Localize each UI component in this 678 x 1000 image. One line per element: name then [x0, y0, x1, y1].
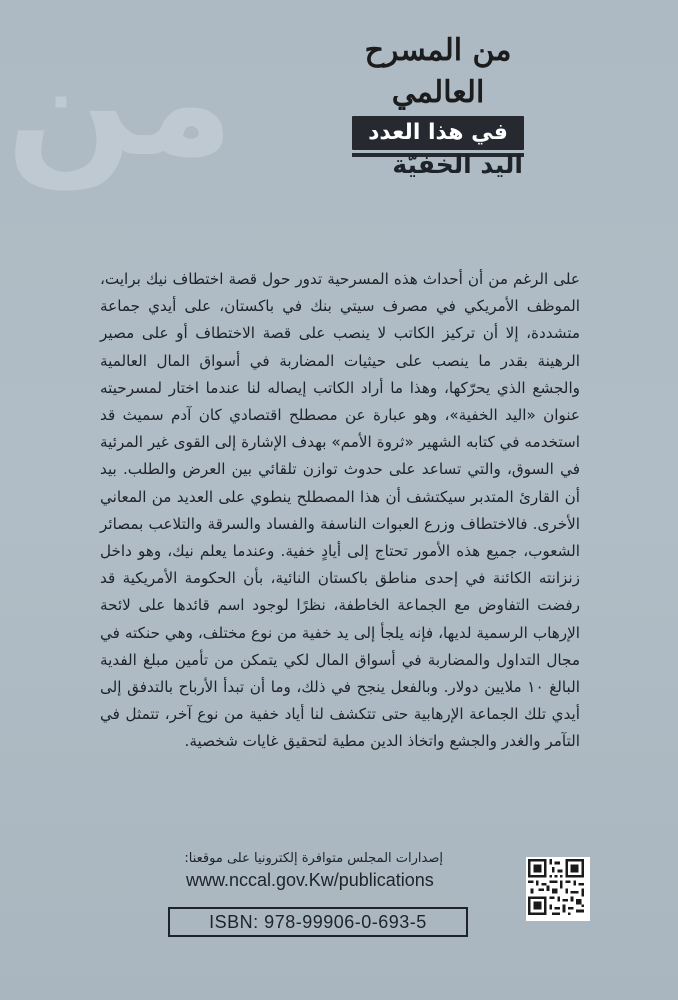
qr-code-icon[interactable] — [526, 857, 590, 921]
play-title: اليد الخفيّة — [392, 150, 523, 179]
isbn-box — [168, 907, 468, 937]
watermark-text: من — [6, 16, 234, 190]
publications-url[interactable]: www.nccal.gov.Kw/publications — [186, 870, 434, 890]
series-name: من المسرح العالمي — [364, 33, 512, 110]
isbn-text: ISBN: 978-99906-0-693-5 — [209, 911, 427, 932]
series-masthead — [348, 30, 528, 157]
publications-note: إصدارات المجلس متوافرة إلكترونيا على موقعنا: — [184, 851, 443, 866]
issue-banner: في هذا العدد — [352, 116, 524, 150]
synopsis-text: على الرغم من أن أحداث هذه المسرحية تدور حول قصة اختطاف نيك برايت، الموظف الأمريكي في مصرف سيتي بنك في باكستان، على أيدي جماعة متشددة، إلا أن تركيز الكاتب لا ينصب على قصة الاختطاف أو على مصير الرهينة بقدر ما ينصب على حيثيات المضاربة في أسواق المال العالمية والجشع الذي يحرّكها، وهذا ما أراد الكاتب إيصاله لنا عندما اختار لمسرحيته عنوان «اليد الخفية»، وهو عبارة عن مصطلح اقتصادي كان آدم سميث قد استخدمه في كتابه الشهير «ثروة الأمم» بهدف الإشارة إلى القوى غير المرئية في السوق، والتي تساعد على حدوث توازن تلقائي بين العرض والطلب. بيد أن القارئ المتدبر سيكتشف أن هذا المصطلح ينطوي على العديد من المعاني الأخرى. فالاختطاف وزرع العبوات الناسفة والفساد والسرقة والتلاعب بمصائر الشعوب، جميع هذه الأمور تحتاج إلى أيادٍ خفية. وعندما يعلم نيك، وهو داخل زنزانته الكائنة في إحدى مناطق باكستان النائية، بأن الحكومة الأمريكية قد رفضت التفاوض مع الجماعة الخاطفة، نظرًا لوجود اسم قائدها على لائحة الإرهاب الرسمية لديها، فإنه يلجأ إلى يد خفية من نوع مختلف، وهي حنكته في مجال التداول والمضاربة في أسواق المال لكي يتمكن من تأمين مبلغ الفدية البالغ ١٠ ملايين دولار. وبالفعل ينجح في ذلك، وما أن تبدأ الأرباح بالتدفق إلى أيدي تلك الجماعة الإرهابية حتى تتكشف لنا أياد خفية من نوع آخر، تتمثل في التآمر والغدر والجشع واتخاذ الدين مطية لتحقيق غايات شخصية. — [100, 270, 580, 751]
